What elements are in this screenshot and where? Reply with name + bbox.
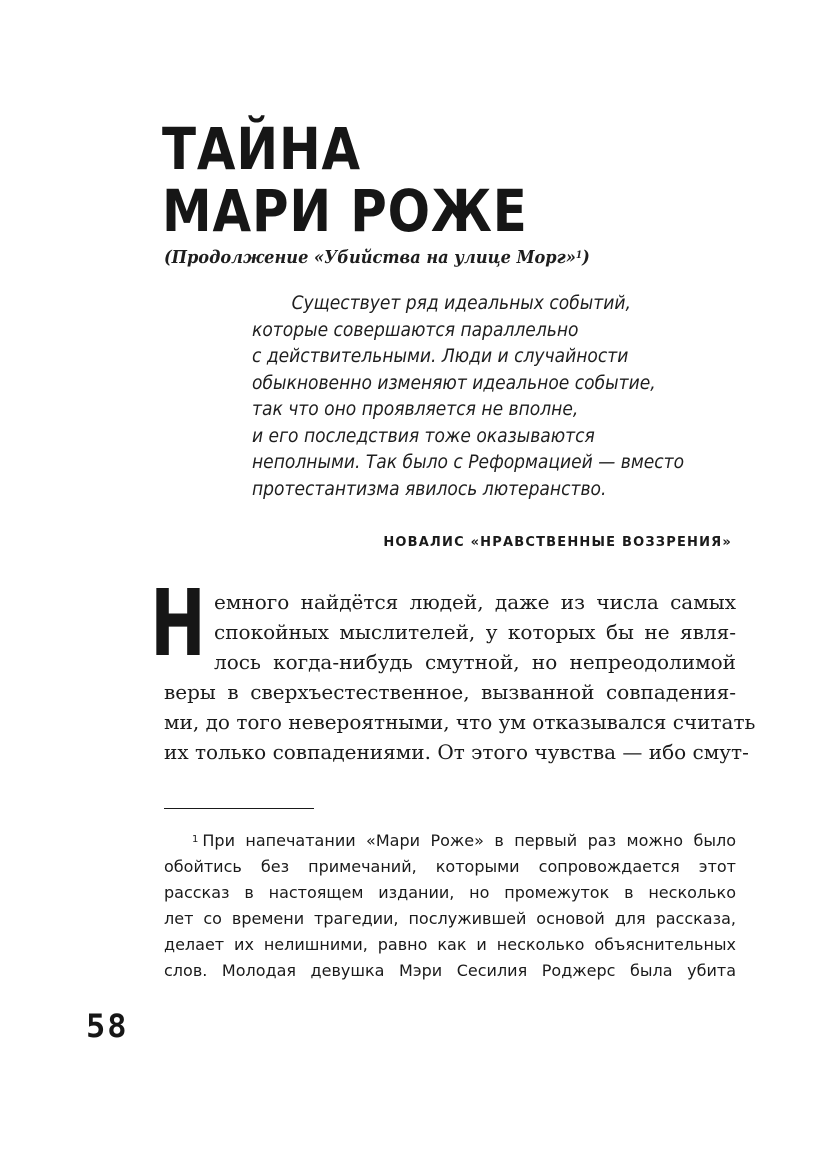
body-line: ми, до того невероятными, что ум отказывался считать: [164, 710, 756, 734]
footnote-line: делает их нелишними, равно как и несколько объяснительных: [164, 935, 736, 954]
epigraph-line: которые совершаются параллельно: [252, 318, 579, 341]
footnote-line: рассказ в настоящем издании, но промежуток в несколько: [164, 883, 736, 902]
epigraph-line: так что оно проявляется не вполне,: [252, 398, 579, 420]
epigraph-attribution: НОВАЛИС «НРАВСТВЕННЫЕ ВОЗЗРЕНИЯ»: [383, 535, 732, 550]
body-paragraph: [164, 587, 756, 767]
subtitle-text: (Продолжение «Убийства на улице Морг»: [164, 247, 576, 268]
footnote-line-text: При напечатании «Мари Роже» в первый раз можно было: [202, 831, 736, 850]
epigraph-line: с действительными. Люди и случайности: [252, 345, 629, 367]
epigraph-line: протестантизма явилось лютеранство.: [252, 477, 607, 500]
footnote-separator: [164, 808, 314, 809]
body-line: спокойных мыслителей, у которых бы не явля-: [214, 620, 736, 644]
drop-cap: Н: [150, 570, 206, 677]
body-line: их только совпадениями. От этого чувства — ибо смут-: [164, 740, 749, 764]
body-line: емного найдётся людей, даже из числа самых: [214, 590, 736, 614]
epigraph-line: и его последствия тоже оказываются: [252, 424, 595, 447]
chapter-subtitle: [164, 247, 590, 269]
body-line: лось когда-нибудь смутной, но непреодолимой: [214, 650, 736, 674]
epigraph: [252, 290, 742, 502]
subtitle-footnote-ref: 1: [575, 250, 583, 261]
footnote-line: обойтись без примечаний, которыми сопровождается этот: [164, 857, 736, 876]
epigraph-line: Существует ряд идеальных событий,: [291, 292, 631, 314]
chapter-title-line-1: ТАЙНА: [162, 115, 362, 183]
epigraph-line: обыкновенно изменяют идеальное событие,: [252, 371, 656, 394]
footnote: [164, 828, 736, 984]
page-number: 58: [86, 1007, 129, 1045]
chapter-title: [162, 115, 528, 245]
footnote-line: [164, 828, 736, 854]
footnote-line: лет со времени трагедии, послужившей основой для рассказа,: [164, 909, 736, 928]
epigraph-line: неполными. Так было с Реформацией — вместо: [252, 451, 685, 473]
footnote-marker: 1: [192, 834, 199, 845]
chapter-title-line-2: МАРИ РОЖЕ: [162, 177, 528, 245]
footnote-line: слов. Молодая девушка Мэри Сесилия Роджерс была убита: [164, 961, 736, 980]
subtitle-closing: ): [582, 247, 590, 268]
body-line: веры в сверхъестественное, вызванной совпадения-: [164, 680, 736, 704]
